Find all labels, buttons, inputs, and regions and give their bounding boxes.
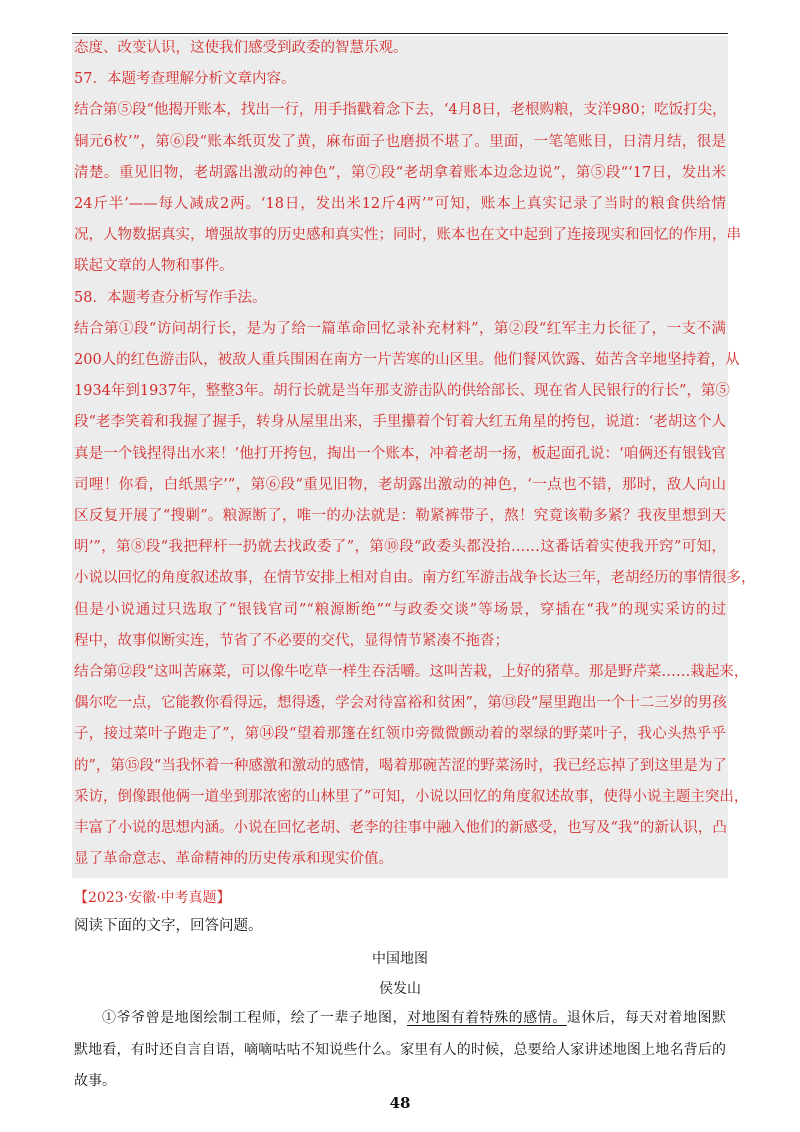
passage-paragraph-1-line-3: 故事。 bbox=[74, 1073, 116, 1089]
answer-line: 段“老李笑着和我握了握手，转身从屋里出来，手里攥着个钉着大红五角星的挎包，说道：‘老胡这个人 bbox=[74, 414, 726, 430]
answer-line: 丰富了小说的思想内涵。小说在回忆老胡、老李的往事中融入他们的新感受，也写及“我”的新认识，凸 bbox=[74, 820, 727, 836]
answer-line: 司哩！你看，白纸黑字’”，第⑥段“重见旧物，老胡露出激动的神色，‘一点也不错，那时，敌人向山 bbox=[74, 477, 726, 493]
answer-line: 况，人物数据真实，增强故事的历史感和真实性；同时，账本也在文中起到了连接现实和回忆的作用，串 bbox=[74, 227, 741, 243]
p1-after: 退休后，每天对着地图默 bbox=[566, 1010, 727, 1026]
passage-paragraph-1-line-2: 默地看，有时还自言自语，嘀嘀咕咕不知说些什么。家里有人的时候，总要给人家讲述地图上地名背后的 bbox=[74, 1042, 726, 1058]
answer-line: 结合第⑫段“这叫苦麻菜，可以像牛吃草一样生吞活嚼。这叫苦栽，上好的猪草。那是野芹菜……栽起来， bbox=[74, 664, 749, 680]
p1-before: ①爷爷曾是地图绘制工程师，绘了一辈子地图， bbox=[102, 1010, 407, 1026]
instruction-text: 阅读下面的文字，回答问题。 bbox=[74, 918, 263, 934]
answer-line: 偶尔吃一点，它能教你看得远，想得透，学会对待富裕和贫困”，第⑬段“屋里跑出一个十二三岁的男孩 bbox=[74, 695, 727, 711]
passage-author: 侯发山 bbox=[379, 981, 421, 997]
answer-line: 的”，第⑮段“当我怀着一种感激和激动的感情，喝着那碗苦涩的野菜汤时，我已经忘掉了到这里是为了 bbox=[74, 758, 727, 774]
answer-line: 程中，故事似断实连，节省了不必要的交代，显得情节紧凑不拖沓； bbox=[74, 633, 509, 649]
passage-title: 中国地图 bbox=[372, 951, 428, 967]
answer-line: 明’”，第⑧段“我把秤杆一扔就去找政委了”，第⑩段“政委头都没抬……这番话着实使我开窍”可知， bbox=[74, 539, 726, 555]
answer-line: 真是一个钱捏得出水来！’他打开挎包，掏出一个账本，冲着老胡一扬，板起面孔说：‘咱俩还有银钱官 bbox=[74, 446, 726, 462]
answer-line: 态度、改变认识，这使我们感受到政委的智慧乐观。 bbox=[74, 40, 408, 56]
answer-line: 58．本题考查分析写作手法。 bbox=[74, 290, 267, 306]
answer-line: 结合第①段“访问胡行长，是为了给一篇革命回忆录补充材料”，第②段“红军主力长征了，一支不满 bbox=[74, 321, 726, 337]
passage-paragraph-1-line-1 bbox=[102, 1008, 726, 1028]
source-tag: 【2023·安徽·中考真题】 bbox=[74, 890, 231, 906]
top-divider bbox=[72, 33, 728, 34]
answer-line: 但是小说通过只选取了“银钱官司”“粮源断绝”“与政委交谈”等场景，穿插在“我”的现实采访的过 bbox=[74, 602, 726, 618]
answer-line: 子，接过菜叶子跑走了”，第⑭段“望着那篷在红领巾旁微微颤动着的翠绿的野菜叶子，我心头热乎乎 bbox=[74, 726, 726, 742]
answer-line: 57．本题考查理解分析文章内容。 bbox=[74, 71, 296, 87]
answer-line: 铜元6枚’”，第⑥段“账本纸页发了黄，麻布面子也磨损不堪了。里面，一笔笔账目，日清月结，很是 bbox=[74, 134, 726, 150]
answer-line: 显了革命意志、革命精神的历史传承和现实价值。 bbox=[74, 851, 393, 867]
answer-line: 1934年到1937年，整整3年。胡行长就是当年那支游击队的供给部长、现在省人民银行的行长”，第⑤ bbox=[74, 383, 730, 399]
answer-line: 200人的红色游击队，被敌人重兵围困在南方一片苦寒的山区里。他们餐风饮露、茹苦含辛地坚持着，从 bbox=[74, 352, 740, 368]
answer-line: 采访，倒像跟他俩一道坐到那浓密的山林里了”可知，小说以回忆的角度叙述故事，使得小说主题主突出， bbox=[74, 789, 749, 805]
answer-line: 结合第⑤段“他揭开账本，找出一行，用手指戳着念下去，‘4月8日，老根购粮，支洋980；吃饭打尖， bbox=[74, 102, 727, 118]
p1-underlined: 对地图有着特殊的感情。 bbox=[407, 1010, 567, 1026]
answer-line: 小说以回忆的角度叙述故事，在情节安排上相对自由。南方红军游击战争长达三年，老胡经历的事情很多， bbox=[74, 570, 756, 586]
answer-line: 区反复开展了“搜剿”。粮源断了，唯一的办法就是：勒紧裤带子，熬！究竟该勒多紧？我夜里想到天 bbox=[74, 508, 726, 524]
answer-line: 联起文章的人物和事件。 bbox=[74, 258, 234, 274]
answer-line: 24斤半’——每人减成2两。‘18日，发出米12斤4两’”可知，账本上真实记录了当时的粮食供给情 bbox=[74, 196, 726, 212]
answer-line: 清楚。重见旧物，老胡露出激动的神色”，第⑦段“老胡拿着账本边念边说”，第⑤段“‘17日，发出米 bbox=[74, 165, 726, 181]
page-number: 48 bbox=[389, 1094, 411, 1112]
